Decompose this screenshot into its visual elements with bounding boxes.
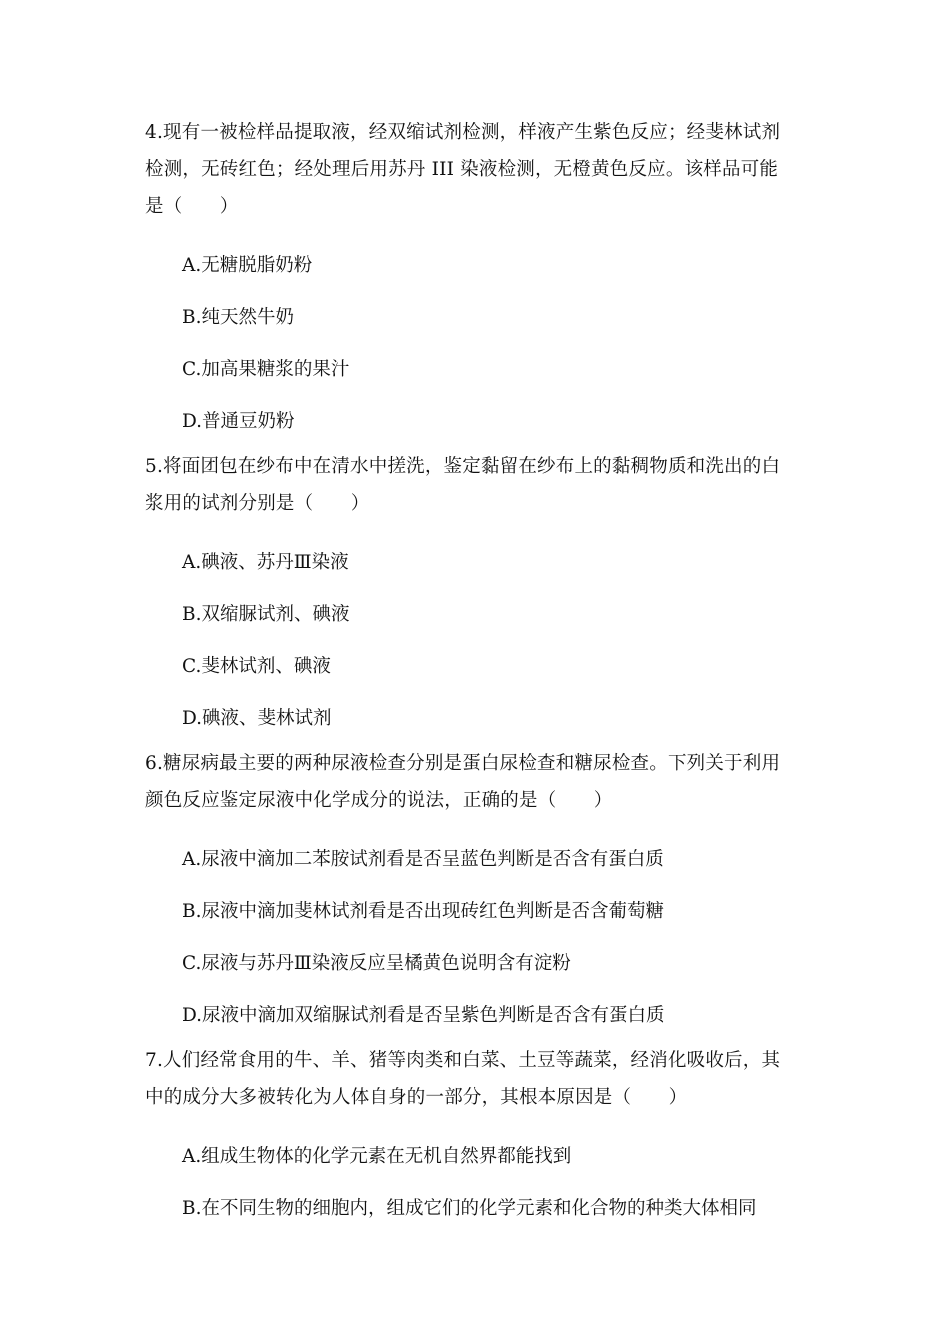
- answer-option: B.纯天然牛奶: [182, 307, 294, 328]
- question-text-line: 是（ ）: [145, 196, 239, 217]
- question-4: [145, 114, 825, 448]
- question-text-line: 检测，无砖红色；经处理后用苏丹 III 染液检测，无橙黄色反应。该样品可能: [145, 159, 779, 180]
- answer-option: C.尿液与苏丹Ⅲ染液反应呈橘黄色说明含有淀粉: [182, 953, 571, 974]
- document-page: [145, 114, 825, 1235]
- answer-option: A.碘液、苏丹Ⅲ染液: [182, 552, 349, 573]
- answer-option: A.组成生物体的化学元素在无机自然界都能找到: [182, 1146, 572, 1167]
- question-text-line: 4.现有一被检样品提取液，经双缩试剂检测，样液产生紫色反应；经斐林试剂: [145, 122, 781, 143]
- answer-option: D.尿液中滴加双缩脲试剂看是否呈紫色判断是否含有蛋白质: [182, 1005, 665, 1026]
- question-text-line: 7.人们经常食用的牛、羊、猪等肉类和白菜、土豆等蔬菜，经消化吸收后，其: [145, 1050, 781, 1071]
- answer-option: C.斐林试剂、碘液: [182, 656, 331, 677]
- answer-option: A.无糖脱脂奶粉: [182, 255, 313, 276]
- question-7: [145, 1042, 825, 1235]
- answer-option: D.碘液、斐林试剂: [182, 708, 332, 729]
- question-6: [145, 745, 825, 1042]
- question-text-line: 中的成分大多被转化为人体自身的一部分，其根本原因是（ ）: [145, 1087, 688, 1108]
- answer-option: C.加高果糖浆的果汁: [182, 359, 350, 380]
- question-text-line: 浆用的试剂分别是（ ）: [145, 493, 370, 514]
- answer-option: D.普通豆奶粉: [182, 411, 295, 432]
- question-5: [145, 448, 825, 745]
- answer-option: B.在不同生物的细胞内，组成它们的化学元素和化合物的种类大体相同: [182, 1198, 757, 1219]
- answer-option: B.尿液中滴加斐林试剂看是否出现砖红色判断是否含葡萄糖: [182, 901, 664, 922]
- answer-option: B.双缩脲试剂、碘液: [182, 604, 350, 625]
- answer-option: A.尿液中滴加二苯胺试剂看是否呈蓝色判断是否含有蛋白质: [182, 849, 664, 870]
- question-text-line: 颜色反应鉴定尿液中化学成分的说法，正确的是（ ）: [145, 790, 613, 811]
- question-text-line: 6.糖尿病最主要的两种尿液检查分别是蛋白尿检查和糖尿检查。下列关于利用: [145, 753, 781, 774]
- question-text-line: 5.将面团包在纱布中在清水中搓洗，鉴定黏留在纱布上的黏稠物质和洗出的白: [145, 456, 781, 477]
